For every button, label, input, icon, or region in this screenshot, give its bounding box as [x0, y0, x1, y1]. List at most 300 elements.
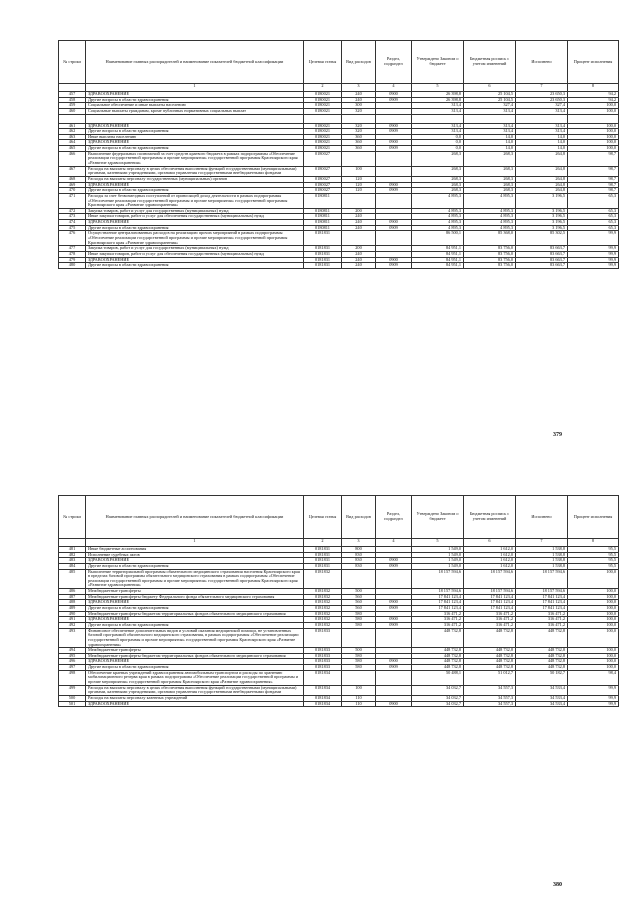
table-row: [59, 569, 619, 589]
table-body: [59, 92, 619, 269]
executed-cell: 264,8: [516, 166, 568, 176]
expense-type-cell: 240: [342, 92, 376, 98]
budget-list-cell: 268,3: [464, 151, 516, 166]
row-name-cell: Другие вопросы в области здравоохранения: [86, 622, 304, 628]
table-header-row: [59, 496, 619, 539]
target-article-cell: 0181832: [304, 589, 342, 595]
target-article-cell: 0181833: [304, 648, 342, 654]
row-number-cell: 494: [59, 648, 86, 654]
section-cell: 0900: [376, 92, 412, 98]
expense-type-cell: 830: [342, 552, 376, 558]
row-name-cell: ЗДРАВООХРАНЕНИЕ: [86, 257, 304, 263]
row-number-cell: 499: [59, 685, 86, 695]
target-article-cell: 0181832: [304, 606, 342, 612]
expense-type-cell: 560: [342, 600, 376, 606]
approved-cell: 448 732,8: [412, 648, 464, 654]
target-article-cell: 0180027: [304, 176, 342, 182]
executed-cell: 14,0: [516, 140, 568, 146]
section-cell: 0909: [376, 188, 412, 194]
executed-cell: 17 841 123,4: [516, 594, 568, 600]
budget-list-cell: 83 756,0: [464, 263, 516, 269]
target-article-cell: 0181834: [304, 670, 342, 685]
percent-cell: 98,7: [568, 151, 619, 166]
approved-cell: 316 471,2: [412, 611, 464, 617]
executed-cell: 316 471,2: [516, 611, 568, 617]
executed-cell: 83 663,7: [516, 257, 568, 263]
row-number-cell: 459: [59, 103, 86, 109]
row-number-cell: 484: [59, 563, 86, 569]
row-number-cell: 457: [59, 92, 86, 98]
section-cell: 0900: [376, 558, 412, 564]
row-number-cell: 495: [59, 653, 86, 659]
section-cell: 0900: [376, 220, 412, 226]
target-article-cell: 0180811: [304, 208, 342, 214]
executed-cell: 3 196,5: [516, 220, 568, 226]
percent-cell: 94,2: [568, 92, 619, 98]
approved-cell: 84 951,1: [412, 263, 464, 269]
section-cell: 0909: [376, 97, 412, 103]
budget-list-cell: 83 756,0: [464, 246, 516, 252]
empty-cell: [59, 114, 86, 123]
row-number-cell: 465: [59, 146, 86, 152]
row-name-cell: Расходы на выплаты персоналу государственных (муниципальных) органов: [86, 176, 304, 182]
target-article-cell: 0181833: [304, 659, 342, 665]
target-article-cell: 0181832: [304, 594, 342, 600]
budget-list-cell: 4 895,3: [464, 193, 516, 208]
budget-list-cell: 313,4: [464, 108, 516, 114]
table-row: [59, 166, 619, 176]
row-number-cell: 478: [59, 251, 86, 257]
expense-type-cell: 360: [342, 146, 376, 152]
percent-cell: 65,3: [568, 193, 619, 208]
approved-cell: 4 895,3: [412, 214, 464, 220]
approved-cell: 313,4: [412, 129, 464, 135]
section-cell: [376, 151, 412, 166]
executed-cell: 448 732,8: [516, 648, 568, 654]
executed-cell: 83 663,7: [516, 263, 568, 269]
row-number-cell: 464: [59, 140, 86, 146]
header-name: Наименование главных распорядителей и наименование показателей бюджетной классификации: [86, 496, 304, 539]
percent-cell: 100,0: [568, 108, 619, 114]
approved-cell: 0,0: [412, 134, 464, 140]
section-cell: 0900: [376, 182, 412, 188]
expense-type-cell: 800: [342, 547, 376, 553]
row-name-cell: ЗДРАВООХРАНЕНИЕ: [86, 220, 304, 226]
header-budget-list: Бюджетная роспись с учетом изменений: [464, 496, 516, 539]
approved-cell: 34 032,7: [412, 701, 464, 707]
budget-list-cell: 85 368,0: [464, 231, 516, 246]
approved-cell: 17 841 123,4: [412, 594, 464, 600]
table-body: [59, 547, 619, 707]
percent-cell: 100,0: [568, 606, 619, 612]
budget-list-cell: 1 612,0: [464, 563, 516, 569]
percent-cell: 95,5: [568, 563, 619, 569]
approved-cell: 26 398,8: [412, 92, 464, 98]
row-number-cell: 476: [59, 231, 86, 246]
row-number-cell: 461: [59, 123, 86, 129]
percent-cell: 98,4: [568, 670, 619, 685]
percent-cell: 100,0: [568, 617, 619, 623]
percent-cell: 99,9: [568, 263, 619, 269]
executed-cell: 264,8: [516, 176, 568, 182]
budget-list-cell: 4 895,3: [464, 220, 516, 226]
approved-cell: 313,4: [412, 103, 464, 109]
percent-cell: 98,7: [568, 176, 619, 182]
approved-cell: 0,0: [412, 146, 464, 152]
approved-cell: 268,3: [412, 182, 464, 188]
budget-list-cell: 1 612,0: [464, 552, 516, 558]
approved-cell: 4 895,3: [412, 225, 464, 231]
budget-list-cell: 1 612,0: [464, 547, 516, 553]
approved-cell: 1 549,0: [412, 563, 464, 569]
expense-type-cell: 100: [342, 685, 376, 695]
row-name-cell: Социальное обеспечение и иные выплаты населению: [86, 103, 304, 109]
row-name-cell: Иные выплаты населению: [86, 134, 304, 140]
expense-type-cell: 110: [342, 695, 376, 701]
executed-cell: 3 196,5: [516, 225, 568, 231]
percent-cell: 98,7: [568, 188, 619, 194]
executed-cell: 14,0: [516, 146, 568, 152]
row-number-cell: 488: [59, 600, 86, 606]
budget-list-cell: 34 557,3: [464, 695, 516, 701]
row-number-cell: 482: [59, 552, 86, 558]
row-name-cell: Выполнение федеральных полномочий за счет средств краевого бюджета в рамках подпрограммы «Обеспечение реализации государственной программы и прочие мероприятия» государственной программы Красноярского края «Развитие здравоохранения»: [86, 151, 304, 166]
budget-table: [58, 495, 619, 707]
expense-type-cell: 240: [342, 225, 376, 231]
executed-cell: 448 732,8: [516, 659, 568, 665]
percent-cell: 100,0: [568, 600, 619, 606]
row-name-cell: ЗДРАВООХРАНЕНИЕ: [86, 182, 304, 188]
percent-cell: 100,0: [568, 134, 619, 140]
budget-list-cell: 18 157 594,6: [464, 589, 516, 595]
expense-type-cell: 500: [342, 648, 376, 654]
row-number-cell: 486: [59, 589, 86, 595]
target-article-cell: 0181832: [304, 569, 342, 589]
executed-cell: 3 196,5: [516, 214, 568, 220]
row-number-cell: 469: [59, 182, 86, 188]
expense-type-cell: 240: [342, 257, 376, 263]
percent-cell: 95,5: [568, 552, 619, 558]
row-name-cell: Финансовое обеспечение дополнительных видов и условий оказания медицинской помощи, не установленных базовой программой обязательного медицинского страхования, в рамках подпрограммы «Обеспечение реализации государственной программы и прочие мероприятия» государственной программы Красноярского края «Развитие здравоохранения»: [86, 628, 304, 648]
percent-cell: 100,0: [568, 123, 619, 129]
section-cell: [376, 166, 412, 176]
column-number: 5: [412, 539, 464, 547]
target-article-cell: 0181834: [304, 701, 342, 707]
target-article-cell: 0180811: [304, 225, 342, 231]
expense-type-cell: 200: [342, 246, 376, 252]
target-article-cell: 0180027: [304, 151, 342, 166]
header-expense-type: Вид расходов: [342, 41, 376, 84]
target-article-cell: 0181834: [304, 695, 342, 701]
row-name-cell: Осуществление централизованных расходов на реализацию прочих мероприятий в рамках подпрограммы «Обеспечение реализации государственной программы и прочие мероприятия» государственной программы Красноярского края «Развитие здравоохранения»: [86, 231, 304, 246]
executed-cell: 83 663,7: [516, 251, 568, 257]
row-number-cell: 481: [59, 547, 86, 553]
budget-list-cell: 34 557,3: [464, 685, 516, 695]
target-article-cell: 0181832: [304, 622, 342, 628]
expense-type-cell: [342, 151, 376, 166]
header-name: Наименование главных распорядителей и наименование показателей бюджетной классификации: [86, 41, 304, 84]
target-article-cell: 0181834: [304, 685, 342, 695]
row-number-cell: 491: [59, 617, 86, 623]
budget-list-cell: 4 895,3: [464, 225, 516, 231]
approved-cell: 34 032,7: [412, 685, 464, 695]
approved-cell: 1 549,0: [412, 547, 464, 553]
row-name-cell: Другие вопросы в области здравоохранения: [86, 146, 304, 152]
table-row: [59, 628, 619, 648]
percent-cell: 99,9: [568, 257, 619, 263]
budget-list-cell: 316 471,2: [464, 617, 516, 623]
approved-cell: 17 841 123,4: [412, 606, 464, 612]
percent-cell: 99,9: [568, 246, 619, 252]
executed-cell: 23 650,3: [516, 92, 568, 98]
row-name-cell: Расходы на выплаты персоналу казенных учреждений: [86, 695, 304, 701]
row-number-cell: 496: [59, 659, 86, 665]
page-number: 380: [553, 882, 562, 888]
approved-cell: 84 951,1: [412, 251, 464, 257]
row-name-cell: ЗДРАВООХРАНЕНИЕ: [86, 123, 304, 129]
row-number-cell: 480: [59, 263, 86, 269]
budget-list-cell: 268,3: [464, 176, 516, 182]
empty-cell: [86, 114, 304, 123]
percent-cell: 65,3: [568, 208, 619, 214]
row-name-cell: Закупка товаров, работ и услуг для государственных (муниципальных) нужд: [86, 208, 304, 214]
row-number-cell: 471: [59, 193, 86, 208]
percent-cell: 94,2: [568, 97, 619, 103]
column-number: 7: [516, 84, 568, 92]
target-article-cell: 0181833: [304, 653, 342, 659]
executed-cell: 3 196,5: [516, 208, 568, 214]
expense-type-cell: 360: [342, 134, 376, 140]
budget-list-cell: 14,0: [464, 134, 516, 140]
row-name-cell: Межбюджетные трансферты: [86, 648, 304, 654]
percent-cell: 100,0: [568, 103, 619, 109]
expense-type-cell: 120: [342, 182, 376, 188]
target-article-cell: 0181832: [304, 617, 342, 623]
expense-type-cell: 320: [342, 123, 376, 129]
header-row-number: № строки: [59, 41, 86, 84]
row-name-cell: Расходы на выплаты персоналу в целях обеспечения выполнения функций государственными (муниципальными) органами, казенными учреждениями, органами управления государственными внебюджетными фондами: [86, 166, 304, 176]
executed-cell: 313,4: [516, 123, 568, 129]
target-article-cell: 0180021: [304, 140, 342, 146]
row-number-cell: 473: [59, 214, 86, 220]
percent-cell: 100,0: [568, 569, 619, 589]
section-cell: 0900: [376, 617, 412, 623]
budget-list-cell: 448 732,8: [464, 665, 516, 671]
row-name-cell: Иные закупки товаров, работ и услуг для обеспечения государственных (муниципальных) нужд: [86, 214, 304, 220]
percent-cell: 98,7: [568, 182, 619, 188]
header-budget-list: Бюджетная роспись с учетом изменений: [464, 41, 516, 84]
percent-cell: 100,0: [568, 665, 619, 671]
expense-type-cell: 240: [342, 97, 376, 103]
expense-type-cell: 120: [342, 176, 376, 182]
row-number-cell: 466: [59, 151, 86, 166]
target-article-cell: 0180021: [304, 134, 342, 140]
approved-cell: 18 157 594,6: [412, 589, 464, 595]
expense-type-cell: 580: [342, 622, 376, 628]
table-row: [59, 670, 619, 685]
executed-cell: 264,8: [516, 182, 568, 188]
budget-list-cell: 448 732,8: [464, 653, 516, 659]
expense-type-cell: 580: [342, 659, 376, 665]
row-number-cell: 462: [59, 129, 86, 135]
expense-type-cell: [342, 670, 376, 685]
percent-cell: 95,5: [568, 558, 619, 564]
approved-cell: 268,3: [412, 166, 464, 176]
column-number: 8: [568, 539, 619, 547]
row-name-cell: ЗДРАВООХРАНЕНИЕ: [86, 140, 304, 146]
row-name-cell: Иные бюджетные ассигнования: [86, 547, 304, 553]
section-cell: 0900: [376, 600, 412, 606]
row-number-cell: 501: [59, 701, 86, 707]
executed-cell: 316 471,2: [516, 617, 568, 623]
approved-cell: 4 895,3: [412, 208, 464, 214]
empty-cell: [304, 114, 342, 123]
target-article-cell: 0181831: [304, 558, 342, 564]
approved-cell: 1 549,0: [412, 552, 464, 558]
budget-list-cell: 83 756,0: [464, 257, 516, 263]
document-page-379: [0, 0, 640, 445]
executed-cell: 316 471,2: [516, 622, 568, 628]
row-number-cell: 490: [59, 611, 86, 617]
approved-cell: 84 951,1: [412, 257, 464, 263]
header-executed: Исполнено: [516, 41, 568, 84]
executed-cell: 313,4: [516, 108, 568, 114]
column-number-row: [59, 84, 619, 92]
row-name-cell: Социальные выплаты гражданам, кроме публичных нормативных социальных выплат: [86, 108, 304, 114]
percent-cell: 100,0: [568, 653, 619, 659]
percent-cell: 100,0: [568, 622, 619, 628]
executed-cell: 448 732,8: [516, 653, 568, 659]
row-name-cell: Расходы за счет безвозмездных поступлений от приносящей доход деятельности в рамках подпрограммы «Обеспечение реализации государственной программы и прочие мероприятия» государственной программы Красноярского края «Развитие здравоохранения»: [86, 193, 304, 208]
column-number: 7: [516, 539, 568, 547]
header-row-number: № строки: [59, 496, 86, 539]
row-number-cell: 497: [59, 665, 86, 671]
budget-list-cell: 268,3: [464, 166, 516, 176]
budget-list-cell: 327,4: [464, 103, 516, 109]
approved-cell: 268,3: [412, 188, 464, 194]
row-number-cell: 487: [59, 594, 86, 600]
approved-cell: 26 398,8: [412, 97, 464, 103]
empty-cell: [376, 114, 412, 123]
header-section: Раздел, подраздел: [376, 496, 412, 539]
page-number: 379: [553, 432, 562, 438]
target-article-cell: 0181831: [304, 246, 342, 252]
target-article-cell: 0181831: [304, 263, 342, 269]
section-cell: [376, 685, 412, 695]
column-number: 5: [412, 84, 464, 92]
approved-cell: 448 732,8: [412, 665, 464, 671]
expense-type-cell: 560: [342, 606, 376, 612]
row-name-cell: Другие вопросы в области здравоохранения: [86, 665, 304, 671]
approved-cell: 4 895,3: [412, 193, 464, 208]
table-row: [59, 263, 619, 269]
row-name-cell: Другие вопросы в области здравоохранения: [86, 225, 304, 231]
executed-cell: 18 157 594,6: [516, 589, 568, 595]
row-number-cell: 463: [59, 134, 86, 140]
budget-list-cell: 25 104,5: [464, 92, 516, 98]
row-name-cell: Обеспечение краевых учреждений здравоохранения автомобильным транспортом и расходы по хранению мобилизационного резерва края в рамках подпрограммы «Обеспечение реализации государственной программы и прочие мероприятия» государственной программы Красноярского края «Развитие здравоохранения»: [86, 670, 304, 685]
executed-cell: 1 538,8: [516, 563, 568, 569]
approved-cell: 18 157 594,6: [412, 569, 464, 589]
row-number-cell: 485: [59, 569, 86, 589]
target-article-cell: 0181831: [304, 563, 342, 569]
row-name-cell: Межбюджетные трансферты: [86, 589, 304, 595]
executed-cell: 313,4: [516, 129, 568, 135]
budget-list-cell: 4 895,3: [464, 208, 516, 214]
column-number-row: [59, 539, 619, 547]
percent-cell: 99,9: [568, 695, 619, 701]
row-name-cell: Межбюджетные трансферты бюджету Федерального фонда обязательного медицинского страхования: [86, 594, 304, 600]
approved-cell: 50 488,1: [412, 670, 464, 685]
expense-type-cell: 580: [342, 611, 376, 617]
target-article-cell: 0181832: [304, 600, 342, 606]
column-number: 4: [376, 539, 412, 547]
column-number: 3: [342, 84, 376, 92]
expense-type-cell: 580: [342, 653, 376, 659]
executed-cell: 17 841 123,4: [516, 606, 568, 612]
section-cell: 0909: [376, 563, 412, 569]
target-article-cell: 0180021: [304, 103, 342, 109]
approved-cell: 448 732,8: [412, 653, 464, 659]
row-number-cell: 492: [59, 622, 86, 628]
expense-type-cell: 360: [342, 140, 376, 146]
section-cell: 0900: [376, 140, 412, 146]
column-number: 4: [376, 84, 412, 92]
executed-cell: 448 732,8: [516, 665, 568, 671]
executed-cell: 264,8: [516, 151, 568, 166]
budget-list-cell: 313,4: [464, 129, 516, 135]
budget-list-cell: 17 841 123,4: [464, 594, 516, 600]
row-name-cell: Исполнение судебных актов: [86, 552, 304, 558]
executed-cell: 264,8: [516, 188, 568, 194]
column-number: 8: [568, 84, 619, 92]
expense-type-cell: 830: [342, 558, 376, 564]
percent-cell: 99,9: [568, 231, 619, 246]
expense-type-cell: 830: [342, 563, 376, 569]
target-article-cell: 0180021: [304, 123, 342, 129]
budget-list-cell: 14,0: [464, 140, 516, 146]
percent-cell: 100,0: [568, 611, 619, 617]
row-number-cell: 489: [59, 606, 86, 612]
expense-type-cell: 240: [342, 251, 376, 257]
table-row: [59, 193, 619, 208]
approved-cell: 34 032,7: [412, 695, 464, 701]
row-number-cell: 472: [59, 208, 86, 214]
budget-list-cell: 51 012,7: [464, 670, 516, 685]
approved-cell: 313,4: [412, 108, 464, 114]
target-article-cell: 0180811: [304, 193, 342, 208]
row-name-cell: Межбюджетные трансферты бюджетам территориальных фондов обязательного медицинского страхования: [86, 611, 304, 617]
percent-cell: 100,0: [568, 589, 619, 595]
header-target-article: Целевая статья: [304, 496, 342, 539]
approved-cell: 1 549,0: [412, 558, 464, 564]
executed-cell: 17 841 123,4: [516, 600, 568, 606]
budget-list-cell: 316 471,2: [464, 611, 516, 617]
target-article-cell: 0180027: [304, 166, 342, 176]
approved-cell: 448 732,8: [412, 659, 464, 665]
target-article-cell: 0180021: [304, 146, 342, 152]
column-number: 2: [304, 539, 342, 547]
section-cell: 0909: [376, 263, 412, 269]
row-name-cell: Межбюджетные трансферты бюджетам территориальных фондов обязательного медицинского страхования: [86, 653, 304, 659]
header-section: Раздел, подраздел: [376, 41, 412, 84]
expense-type-cell: 200: [342, 208, 376, 214]
expense-type-cell: 240: [342, 220, 376, 226]
executed-cell: 1 538,8: [516, 552, 568, 558]
executed-cell: 85 302,5: [516, 231, 568, 246]
target-article-cell: 0181833: [304, 628, 342, 648]
row-number-cell: 467: [59, 166, 86, 176]
